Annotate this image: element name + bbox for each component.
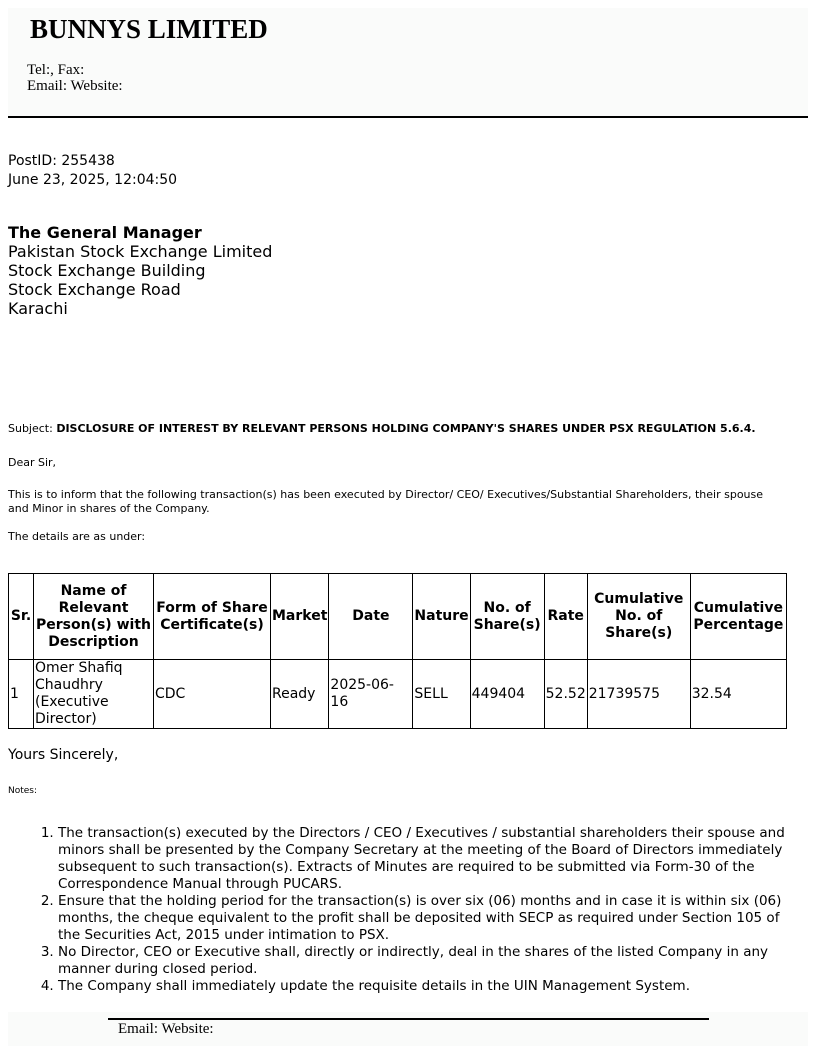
footer-contact: Email: Website:: [118, 1021, 214, 1037]
post-datetime: June 23, 2025, 12:04:50: [8, 172, 178, 188]
col-header: Rate: [544, 574, 587, 660]
footer-divider: [108, 1018, 709, 1020]
subject: [8, 422, 756, 436]
company-name: BUNNYS LIMITED: [30, 14, 268, 44]
details-intro: The details are as under:: [8, 530, 146, 543]
table-row: [9, 660, 787, 729]
cell-shares: 449404: [470, 660, 544, 729]
subject-text: DISCLOSURE OF INTEREST BY RELEVANT PERSONS HOLDING COMPANY'S SHARES UNDER PSX REGULATION 5.6.4.: [56, 422, 756, 435]
col-header: No. of Share(s): [470, 574, 544, 660]
email-website: Email: Website:: [27, 78, 123, 94]
subject-label: Subject:: [8, 422, 53, 435]
col-header: Name of Relevant Person(s) with Description: [34, 574, 154, 660]
col-header: Date: [329, 574, 413, 660]
transactions-table: [8, 573, 787, 729]
recipient-title: The General Manager: [8, 223, 202, 242]
notes-list: [20, 825, 788, 995]
tel-fax: Tel:, Fax:: [27, 62, 85, 78]
note-item: 3. No Director, CEO or Executive shall, directly or indirectly, deal in the shares of the listed Company in any manner during closed period.: [58, 944, 788, 978]
recipient-address: [8, 223, 272, 318]
intro-paragraph: This is to inform that the following transaction(s) has been executed by Director/ CEO/ Executives/Substantial Shareholders, their spouse and Minor in shares of the Company.: [8, 488, 764, 515]
address-line: Stock Exchange Building: [8, 261, 206, 280]
contact-info: [27, 62, 123, 94]
cell-form: CDC: [154, 660, 271, 729]
note-item: 2. Ensure that the holding period for the transaction(s) is over six (06) months and in case it is within six (06) months, the cheque equivalent to the profit shall be deposited with SECP as required under Section 105 of the Securities Act, 2015 under intimation to PSX.: [58, 893, 788, 944]
cell-rate: 52.52: [544, 660, 587, 729]
cell-nature: SELL: [413, 660, 470, 729]
col-header: Nature: [413, 574, 470, 660]
notes-label: Notes:: [8, 786, 38, 796]
note-item: 1. The transaction(s) executed by the Directors / CEO / Executives / substantial shareholders their spouse and minors shall be presented by the Company Secretary at the meeting of the Board of Directors immediately subsequent to such transaction(s). Extracts of Minutes are required to be submitted via Form-30 of the Correspondence Manual through PUCARS.: [58, 825, 788, 893]
col-header: Sr.: [9, 574, 34, 660]
post-meta: [8, 152, 177, 190]
address-line: Karachi: [8, 299, 68, 318]
salutation: Dear Sir,: [8, 456, 57, 469]
post-id: PostID: 255438: [8, 153, 115, 169]
cell-name: Omer Shafiq Chaudhry (Executive Director): [34, 660, 154, 729]
footer: [8, 1012, 808, 1046]
cell-cumulative-shares: 21739575: [587, 660, 690, 729]
col-header: Market: [271, 574, 329, 660]
cell-date: 2025-06-16: [329, 660, 413, 729]
table-header-row: [9, 574, 787, 660]
cell-market: Ready: [271, 660, 329, 729]
col-header: Cumulative No. of Share(s): [587, 574, 690, 660]
col-header: Cumulative Percentage: [690, 574, 786, 660]
note-item: 4. The Company shall immediately update the requisite details in the UIN Management System.: [58, 978, 788, 995]
header-divider: [8, 116, 808, 118]
address-line: Stock Exchange Road: [8, 280, 181, 299]
closing: Yours Sincerely,: [8, 747, 119, 763]
cell-sr: 1: [9, 660, 34, 729]
letterhead: [8, 8, 808, 116]
address-line: Pakistan Stock Exchange Limited: [8, 242, 273, 261]
cell-cumulative-percentage: 32.54: [690, 660, 786, 729]
col-header: Form of Share Certificate(s): [154, 574, 271, 660]
